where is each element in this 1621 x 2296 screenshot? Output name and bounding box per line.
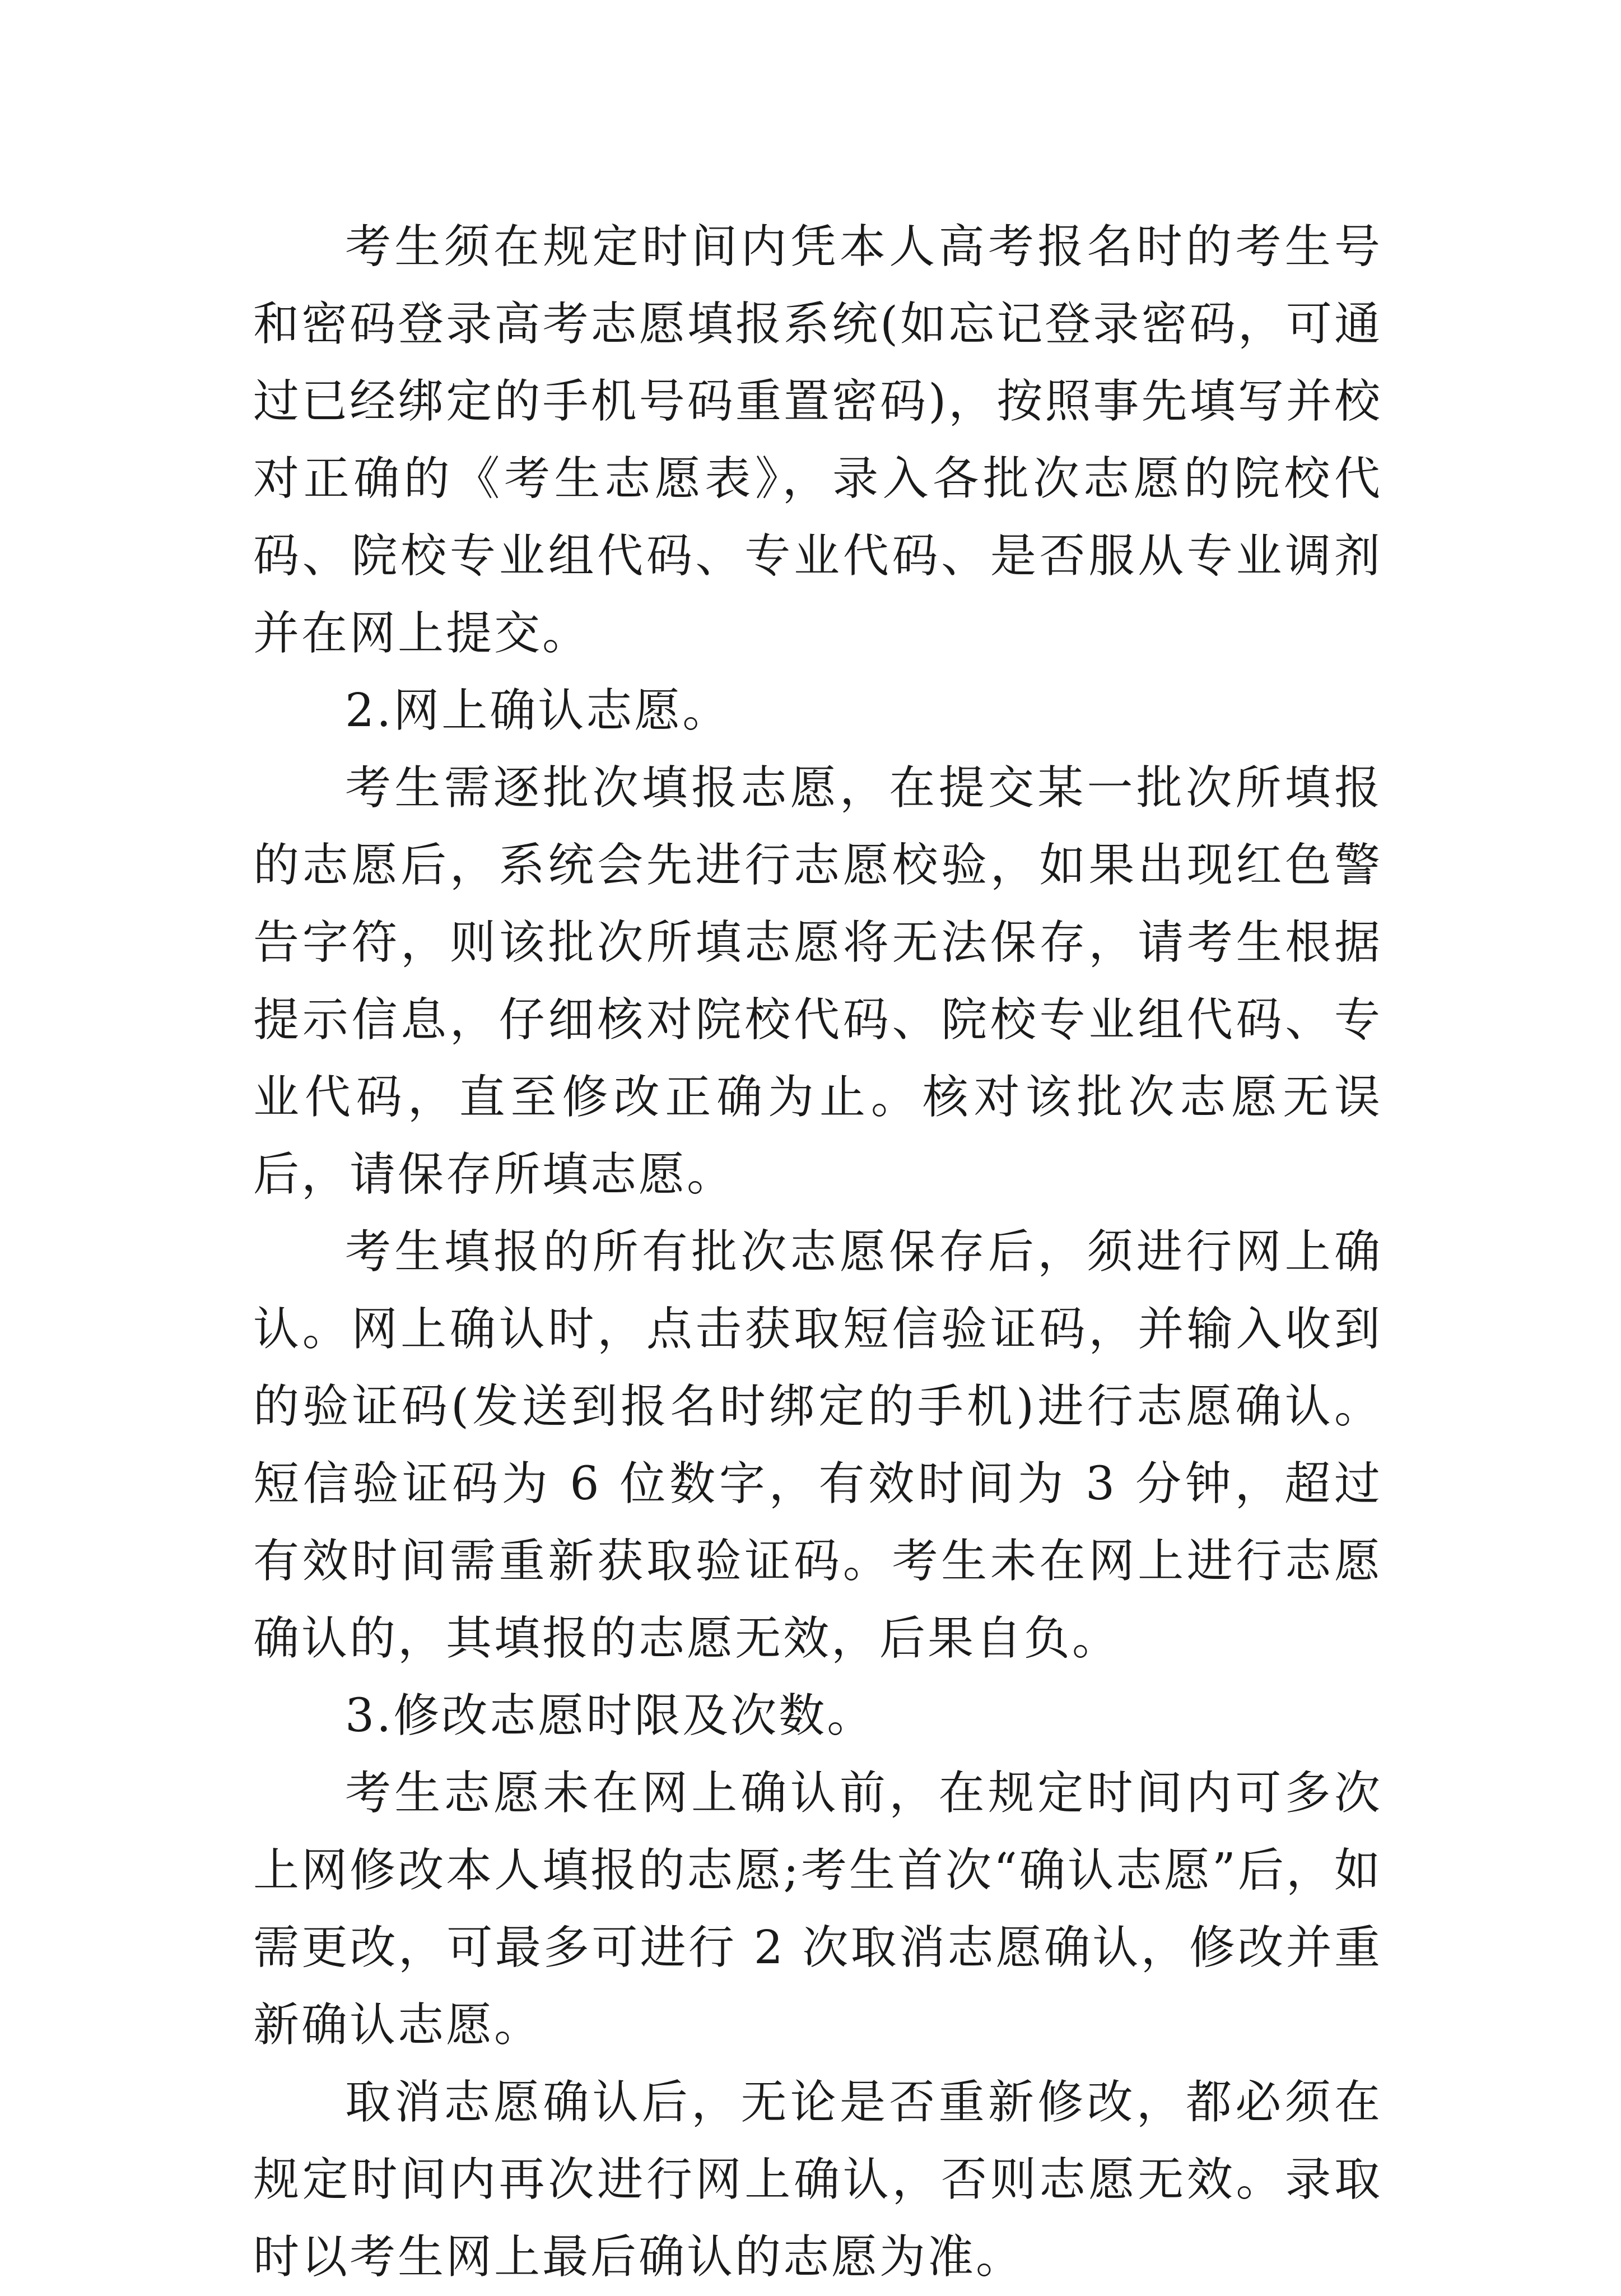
section-heading-online-confirmation: 2.网上确认志愿。 xyxy=(345,684,731,737)
paragraph-cancel-confirmation: 取消志愿确认后，无论是否重新修改，都必须在规定时间内再次进行网上确认，否则志愿无效。录取时以考生网上最后确认的志愿为准。 xyxy=(253,2076,1382,2284)
document-body xyxy=(253,208,1382,2296)
paragraph-sms-confirmation: 考生填报的所有批次志愿保存后，须进行网上确认。网上确认时，点击获取短信验证码，并输入收到的验证码(发送到报名时绑定的手机)进行志愿确认。短信验证码为 6 位数字，有效时间为 3 分钟，超过有效时间需重新获取验证码。考生未在网上进行志愿确认的，其填报的志愿无效，后果自负。 xyxy=(253,1225,1382,1665)
paragraph-batch-validation: 考生需逐批次填报志愿，在提交某一批次所填报的志愿后，系统会先进行志愿校验，如果出现红色警告字符，则该批次所填志愿将无法保存，请考生根据提示信息，仔细核对院校代码、院校专业组代码、专业代码，直至修改正确为止。核对该批次志愿无误后，请保存所填志愿。 xyxy=(253,761,1382,1201)
paragraph-modification-rules: 考生志愿未在网上确认前，在规定时间内可多次上网修改本人填报的志愿;考生首次“确认志愿”后，如需更改，可最多可进行 2 次取消志愿确认，修改并重新确认志愿。 xyxy=(253,1767,1382,2052)
paragraph-login-instructions: 考生须在规定时间内凭本人高考报名时的考生号和密码登录高考志愿填报系统(如忘记登录密码，可通过已经绑定的手机号码重置密码)，按照事先填写并校对正确的《考生志愿表》，录入各批次志愿的院校代码、院校专业组代码、专业代码、是否服从专业调剂并在网上提交。 xyxy=(253,220,1382,660)
section-heading-modification-limits: 3.修改志愿时限及次数。 xyxy=(345,1689,875,1742)
